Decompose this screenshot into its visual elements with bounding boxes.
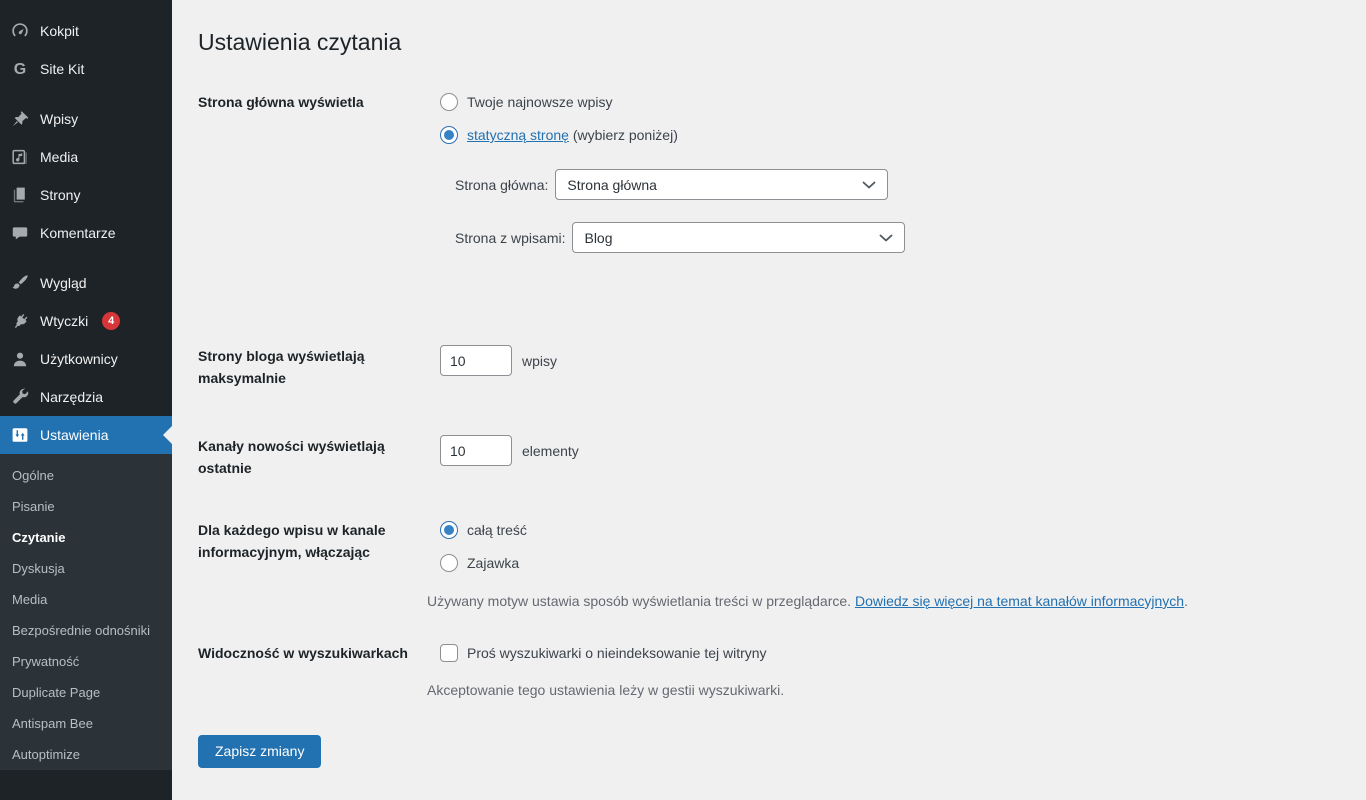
- noindex-checkbox-option[interactable]: [427, 642, 1342, 664]
- front-page-select[interactable]: [555, 169, 888, 200]
- sidebar-item-label: Ustawienia: [40, 427, 109, 443]
- latest-posts-radio[interactable]: [440, 93, 458, 111]
- feed-content-description: Używany motyw ustawia sposób wyświetlania treści w przeglądarce. Dowiedz się więcej na temat kanałów informacyjnych.: [427, 593, 1188, 609]
- sidebar-item-label: Komentarze: [40, 225, 116, 241]
- front-page-displays-row: [198, 91, 1342, 275]
- sidebar-item-narzedzia[interactable]: [0, 378, 172, 416]
- blog-pages-label: Strony bloga wyświetlają maksymalnie: [198, 348, 365, 386]
- excerpt-radio-label: Zajawka: [467, 555, 520, 571]
- sidebar-item-site-kit[interactable]: [0, 50, 172, 88]
- settings-submenu: [0, 454, 172, 770]
- pin-icon: [10, 109, 30, 129]
- submenu-item-ogolne[interactable]: Ogólne: [12, 468, 54, 483]
- sidebar-item-komentarze[interactable]: [0, 214, 172, 252]
- static-page-radio-option[interactable]: [427, 124, 1342, 146]
- search-visibility-label: Widoczność w wyszukiwarkach: [198, 645, 408, 661]
- submenu-item-duplicate-page[interactable]: Duplicate Page: [12, 685, 101, 700]
- front-page-select-value: Strona główna: [567, 176, 657, 193]
- static-page-radio-label: statyczną stronę (wybierz poniżej): [467, 127, 678, 143]
- front-page-select-label: Strona główna:: [455, 176, 549, 193]
- sidebar-item-label: Kokpit: [40, 23, 79, 39]
- sidebar-item-label: Strony: [40, 187, 81, 203]
- sidebar-item-label: Site Kit: [40, 61, 85, 77]
- submenu-item-dyskusja[interactable]: Dyskusja: [12, 561, 65, 576]
- full-text-radio-option[interactable]: [427, 519, 1342, 541]
- static-page-selects: [427, 169, 1342, 253]
- sidebar-item-strony[interactable]: [0, 176, 172, 214]
- blog-pages-suffix: wpisy: [522, 352, 558, 369]
- media-icon: [10, 147, 30, 167]
- blog-pages-input[interactable]: [440, 345, 512, 376]
- feed-items-input[interactable]: [440, 435, 512, 466]
- chevron-down-icon: [879, 230, 893, 246]
- static-page-link[interactable]: statyczną stronę: [467, 127, 569, 143]
- sidebar-item-label: Użytkownicy: [40, 351, 118, 367]
- wrench-icon: [10, 387, 30, 407]
- admin-sidebar: [0, 0, 172, 800]
- latest-posts-radio-label: Twoje najnowsze wpisy: [467, 94, 613, 110]
- noindex-checkbox-label: Proś wyszukiwarki o nieindeksowanie tej witryny: [467, 645, 767, 661]
- blog-pages-row: [198, 345, 1342, 389]
- updates-count-badge: 4: [102, 312, 120, 330]
- front-page-displays-label: Strona główna wyświetla: [198, 94, 364, 110]
- excerpt-radio-option[interactable]: [427, 552, 1342, 574]
- comment-icon: [10, 223, 30, 243]
- posts-page-select-label: Strona z wpisami:: [455, 229, 566, 246]
- feed-content-row: [198, 519, 1342, 612]
- sidebar-item-ustawienia[interactable]: [0, 416, 172, 454]
- admin-menu: [0, 0, 172, 770]
- submenu-item-media[interactable]: Media: [12, 592, 48, 607]
- sidebar-item-wyglad[interactable]: [0, 264, 172, 302]
- feed-items-row: [198, 435, 1342, 479]
- pages-icon: [10, 185, 30, 205]
- full-text-radio[interactable]: [440, 521, 458, 539]
- save-changes-button[interactable]: Zapisz zmiany: [198, 735, 321, 768]
- feed-items-suffix: elementy: [522, 442, 579, 459]
- submenu-item-antispam-bee[interactable]: Antispam Bee: [12, 716, 93, 731]
- feed-content-label: Dla każdego wpisu w kanale informacyjnym, włączając: [198, 522, 386, 560]
- submenu-item-czytanie[interactable]: Czytanie: [12, 530, 66, 545]
- user-icon: [10, 349, 30, 369]
- sidebar-filler: [0, 770, 172, 800]
- sidebar-item-label: Wtyczki: [40, 313, 89, 329]
- page-title: Ustawienia czytania: [198, 29, 402, 55]
- feeds-learn-more-link[interactable]: Dowiedz się więcej na temat kanałów informacyjnych: [854, 593, 1185, 609]
- submenu-item-prywatnosc[interactable]: Prywatność: [12, 654, 80, 669]
- brush-icon: [10, 273, 30, 293]
- reading-settings-page: [172, 0, 1366, 800]
- sidebar-item-label: Narzędzia: [40, 389, 104, 405]
- sidebar-item-label: Media: [40, 149, 79, 165]
- submenu-item-pisanie[interactable]: Pisanie: [12, 499, 55, 514]
- noindex-checkbox[interactable]: [440, 644, 458, 662]
- sidebar-item-media[interactable]: [0, 138, 172, 176]
- sidebar-item-kokpit[interactable]: [0, 12, 172, 50]
- full-text-radio-label: całą treść: [467, 522, 527, 538]
- sidebar-item-wtyczki[interactable]: [0, 302, 172, 340]
- submenu-item-autoptimize[interactable]: Autoptimize: [12, 747, 80, 762]
- posts-page-select-value: Blog: [584, 229, 613, 246]
- sidebar-item-uzytkownicy[interactable]: [0, 340, 172, 378]
- sidebar-item-label: Wygląd: [40, 275, 87, 291]
- feed-items-label: Kanały nowości wyświetlają ostatnie: [198, 438, 385, 476]
- excerpt-radio[interactable]: [440, 554, 458, 572]
- settings-sliders-icon: [10, 425, 30, 445]
- static-page-radio[interactable]: [440, 126, 458, 144]
- submenu-item-bezposrednie-odnosniki[interactable]: Bezpośrednie odnośniki: [12, 623, 151, 638]
- posts-page-select[interactable]: [572, 222, 905, 253]
- latest-posts-radio-option[interactable]: [427, 91, 1342, 113]
- svg-text:G: G: [13, 61, 27, 78]
- search-visibility-row: [198, 642, 1342, 701]
- plugin-icon: [10, 311, 30, 331]
- dashboard-icon: [10, 21, 30, 41]
- chevron-down-icon: [862, 177, 876, 193]
- search-visibility-description: Akceptowanie tego ustawienia leży w gestii wyszukiwarki.: [427, 682, 785, 698]
- sidebar-item-label: Wpisy: [40, 111, 79, 127]
- sitekit-g-icon: [10, 59, 30, 79]
- sidebar-item-wpisy[interactable]: [0, 100, 172, 138]
